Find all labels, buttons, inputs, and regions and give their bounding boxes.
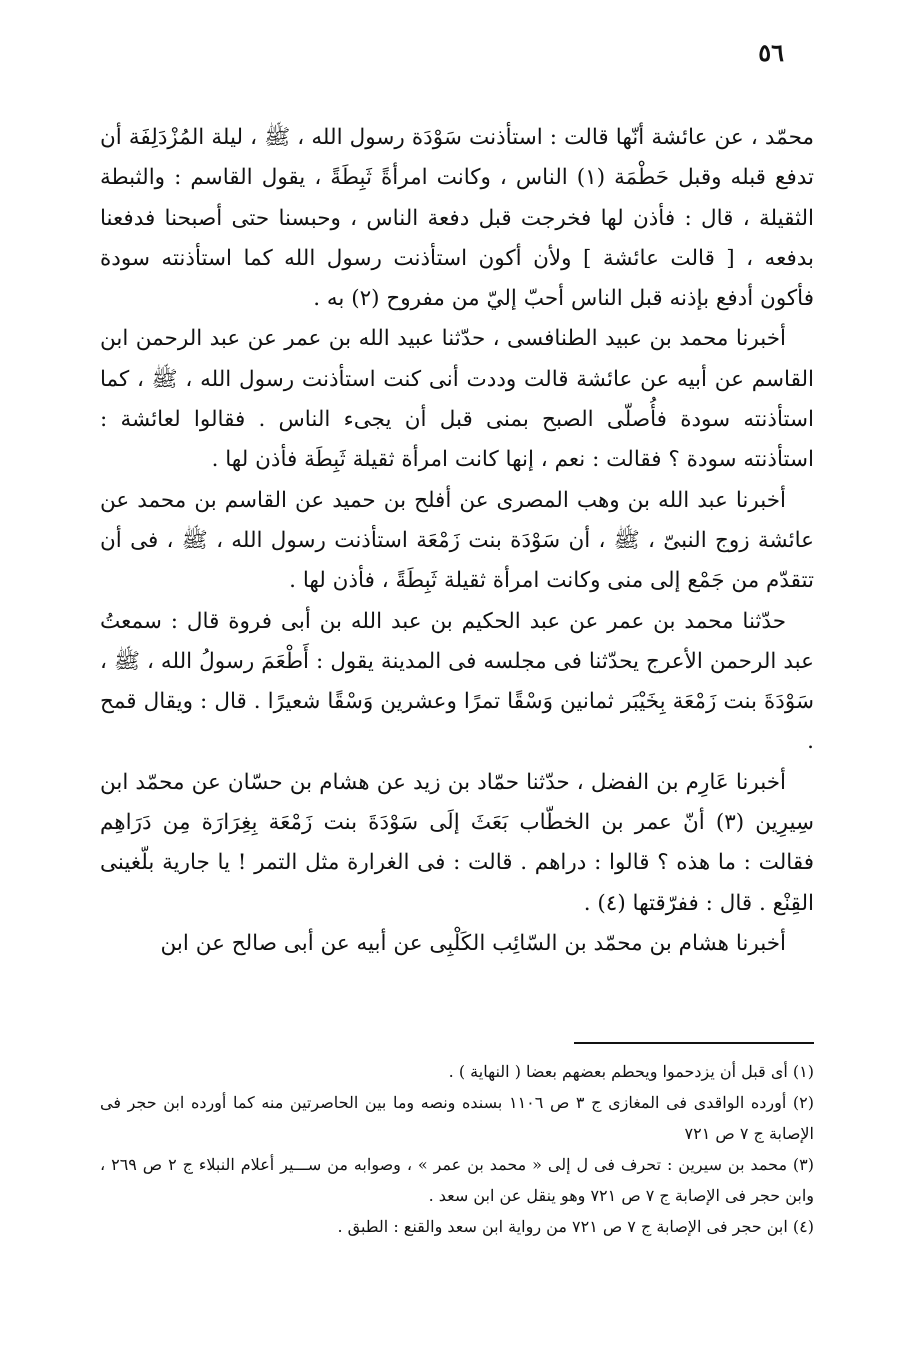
- footnote-2: (٢) أورده الواقدى فى المغازى ج ٣ ص ١١٠٦ بسنده ونصه وما بين الحاصرتين منه كما أورده ابن حجر فى الإصابة ج ٧ ص ٧٢١: [100, 1093, 815, 1143]
- page-number: ٥٦: [758, 38, 784, 67]
- paragraph-3: أخبرنا عبد الله بن وهب المصرى عن أفلح بن حميد عن القاسم بن محمد عن عائشة زوج النبىّ ، ﷺ ، أن سَوْدَة بنت زَمْعَة استأذنت رسول الله ، ﷺ ، فى أن تتقدّم من جَمْع إلى منى وكانت امرأة ثقيلة ثَبِطَةً ، فأذن لها .: [100, 487, 814, 594]
- paragraph-6: أخبرنا هشام بن محمّد بن السّائِب الكَلْبِى عن أبيه عن أبى صالح عن ابن: [160, 930, 786, 956]
- paragraph-2: أخبرنا محمد بن عبيد الطنافسى ، حدّثنا عبيد الله بن عمر عن عبد الرحمن ابن القاسم عن أبيه عن عائشة قالت وددت أنى كنت استأذنت رسول الله ، ﷺ ، كما استأذنته سودة فأُصلّى الصبح بمنى قبل أن يجىء الناس . فقالوا لعائشة : استأذنته سودة ؟ فقالت : نعم ، إنها كانت امرأة ثقيلة ثَبِطَة فأذن لها .: [100, 326, 814, 473]
- paragraph-4: حدّثنا محمد بن عمر عن عبد الحكيم بن عبد الله بن أبى فروة قال : سمعتُ عبد الرحمن الأعرج يحدّثنا فى مجلسه فى المدينة يقول : أَطْعَمَ رسولُ الله ، ﷺ ، سَوْدَةَ بنت زَمْعَة بِخَيْبَر ثمانين وَسْقًا تمرًا وعشرين وَسْقًا شعيرًا . قال : ويقال قمح .: [100, 608, 814, 755]
- footnotes: [100, 1056, 814, 1242]
- paragraph-1: محمّد ، عن عائشة أنّها قالت : استأذنت سَوْدَة رسول الله ، ﷺ ، ليلة المُزْدَلِفَة أن تدفع قبله وقبل حَطْمَة (١) الناس ، وكانت امرأةً ثَبِطَةً ، يقول القاسم : والثبطة الثقيلة ، قال : فأذن لها فخرجت قبل دفعة الناس ، وحبسنا حتى أصبحنا فدفعنا بدفعه ، [ قالت عائشة ] ولأن أكون استأذنت رسول الله كما استأذنته سودة فأكون أدفع بإذنه قبل الناس أحبّ إليّ من مفروح (٢) به .: [100, 125, 814, 312]
- footnote-1: (١) أى قبل أن يزدحموا ويحطم بعضهم بعضا ( النهاية ) .: [448, 1062, 814, 1081]
- footnote-4: (٤) ابن حجر فى الإصابة ج ٧ ص ٧٢١ من رواية ابن سعد والقنع : الطبق .: [337, 1217, 814, 1236]
- main-text: [100, 118, 814, 964]
- footnote-3: (٣) محمد بن سيرين : تحرف فى ل إلى « محمد بن عمر » ، وصوابه من ســـير أعلام النبلاء ج ٢ ص ٢٦٩ ، وابن حجر فى الإصابة ج ٧ ص ٧٢١ وهو ينقل عن ابن سعد .: [100, 1155, 815, 1205]
- footnote-divider: [574, 1042, 814, 1044]
- paragraph-5: أخبرنا عَارِم بن الفضل ، حدّثنا حمّاد بن زيد عن هشام بن حسّان عن محمّد ابن سِيرِين (٣) أنّ عمر بن الخطّاب بَعَثَ إلَى سَوْدَةَ بنت زَمْعَة بِغِرَارَة مِن دَرَاهِم فقالت : ما هذه ؟ قالوا : دراهم . قالت : فى الغرارة مثل التمر ! يا جارية بلّغينى القِنْع . قال : ففرّقتها (٤) .: [100, 769, 814, 916]
